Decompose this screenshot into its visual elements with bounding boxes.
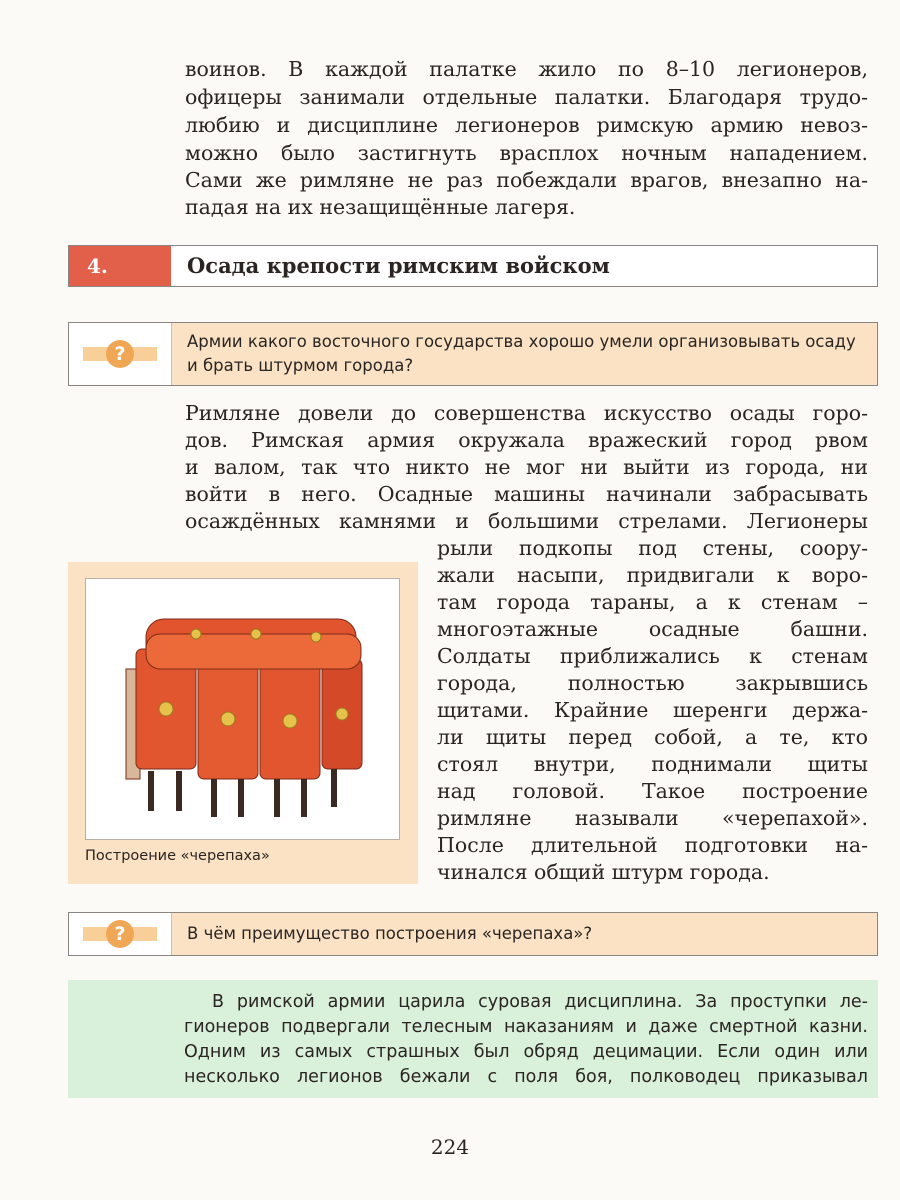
text-line: воинов. В каждой палатке жило по 8–10 легионеров,: [185, 57, 868, 81]
figure-caption: Построение «черепаха»: [85, 848, 270, 864]
question-icon: ?: [69, 323, 172, 385]
section-title: Осада крепости римским войском: [187, 253, 610, 278]
text-line: гионеров подвергали телесным наказаниям и даже смертной казни.: [184, 1017, 868, 1037]
section-header: [68, 245, 878, 287]
testudo-illustration: [85, 578, 400, 840]
text-line: римляне называли «черепахой».: [437, 806, 868, 830]
text-line: несколько легионов бежали с поля боя, полководец приказывал: [184, 1067, 868, 1087]
text-line: любию и дисциплине легионеров римскую армию невоз-: [185, 113, 868, 137]
text-line: Римляне довели до совершенства искусство осады горо-: [185, 401, 868, 425]
text-line: осаждённых камнями и большими стрелами. Легионеры: [185, 509, 868, 533]
text-line: Одним из самых страшных был обряд децимации. Если один или: [184, 1042, 868, 1062]
text-line: жали насыпи, придвигали к воро-: [437, 563, 868, 587]
text-line: чинался общий штурм города.: [437, 860, 770, 884]
text-line: офицеры занимали отдельные палатки. Благодаря трудо-: [185, 85, 868, 109]
text-line: над головой. Такое построение: [437, 779, 868, 803]
question-box: [68, 322, 878, 386]
question-box: [68, 912, 878, 956]
section-number: 4.: [69, 246, 171, 286]
text-line: Сами же римляне не раз побеждали врагов, внезапно на-: [185, 168, 868, 192]
text-line: там города тараны, а к стенам –: [437, 590, 868, 614]
text-line: и валом, так что никто не мог ни выйти из города, ни: [185, 455, 868, 479]
text-line: щитами. Крайние шеренги держа-: [437, 698, 868, 722]
text-line: рыли подкопы под стены, соору-: [437, 536, 868, 560]
text-line: стоял внутри, поднимали щиты: [437, 752, 868, 776]
text-line: города, полностью закрывшись: [437, 671, 868, 695]
text-line: многоэтажные осадные башни.: [437, 617, 868, 641]
text-line: войти в него. Осадные машины начинали забрасывать: [185, 482, 868, 506]
question-line: и брать штурмом города?: [187, 356, 414, 375]
question-line: Армии какого восточного государства хорошо умели организовывать осаду: [187, 332, 856, 351]
text-line: можно было застигнуть врасплох ночным нападением.: [185, 141, 868, 165]
text-line: ли щиты перед собой, а те, кто: [437, 725, 868, 749]
text-line: После длительной подготовки на-: [437, 833, 868, 857]
figure-testudo: [68, 562, 418, 884]
text-line: В римской армии царила суровая дисциплина. За проступки ле-: [212, 992, 868, 1012]
question-icon: ?: [69, 913, 172, 955]
question-line: В чём преимущество построения «черепаха»?: [187, 924, 593, 943]
text-line: дов. Римская армия окружала вражеский город рвом: [185, 428, 868, 452]
sidebar-note: [68, 980, 878, 1098]
page-number: 224: [430, 1135, 470, 1159]
text-line: Солдаты приближались к стенам: [437, 644, 868, 668]
text-line: падая на их незащищённые лагеря.: [185, 195, 576, 219]
